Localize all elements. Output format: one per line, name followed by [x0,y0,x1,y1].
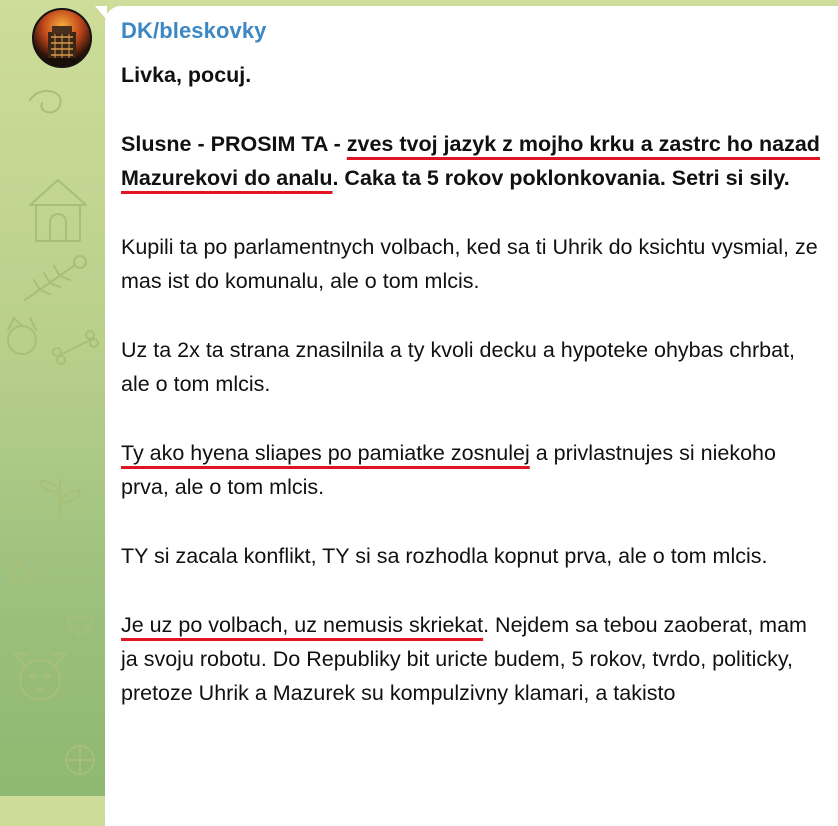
p5-text-b: a privlastnujes si niekoho prva, ale o tom mlcis. [121,441,776,499]
plant-doodle-icon [40,480,80,520]
message-paragraph-3: Kupili ta po parlamentnych volbach, ked sa ti Uhrik do ksichtu vysmial, ze mas ist do komunalu, ale o tom mlcis. [121,235,818,293]
star-doodle-icon [7,560,33,584]
chat-wallpaper [0,0,110,796]
p7-underlined-text: Je uz po volbach, uz nemusis skriekat [121,613,484,637]
fishbone-doodle-icon [25,256,86,300]
channel-avatar[interactable] [32,8,92,68]
p2-text-a: Slusne - PROSIM TA - [121,132,347,156]
channel-avatar-image [34,10,90,66]
sender-name[interactable]: DK/bleskovky [121,18,267,43]
p7-text-b: . Nejdem sa tebou zaoberat, mam ja svoju robotu. Do Republiky bit uricte budem, 5 rokov, tvrdo, politicky, pretoze Uhrik a Mazurek su kompulzivny klamari, a takisto [121,613,807,705]
p5-underlined-text: Ty ako hyena sliapes po pamiatke zosnulej [121,441,530,465]
ball-doodle-icon [66,746,94,774]
message-paragraph-6: TY si zacala konflikt, TY si sa rozhodla kopnut prva, ale o tom mlcis. [121,544,768,568]
p2-text-c: . Caka ta 5 rokov poklonkovania. Setri si sily. [332,166,790,190]
message-paragraph-7 [121,608,821,710]
message-paragraph-2 [121,127,821,195]
heart-doodle-icon [68,616,92,636]
swirl-doodle-icon [30,91,61,112]
message-bubble[interactable] [105,6,838,826]
message-paragraph-4: Uz ta 2x ta strana znasilnila a ty kvoli decku a hypoteke ohybas chrbat, ale o tom mlcis. [121,338,796,396]
message-text [121,58,821,745]
p2-underlined-text: zves tvoj jazyk z mojho krku a zastrc ho nazad Mazurekovi do analu [121,132,820,190]
bone-doodle-icon [53,331,98,364]
dog-doodle-icon [14,653,66,700]
message-paragraph-5 [121,436,821,504]
cat-doodle-icon [8,318,36,354]
doghouse-doodle-icon [30,180,86,241]
message-greeting: Livka, pocuj. [121,63,252,87]
